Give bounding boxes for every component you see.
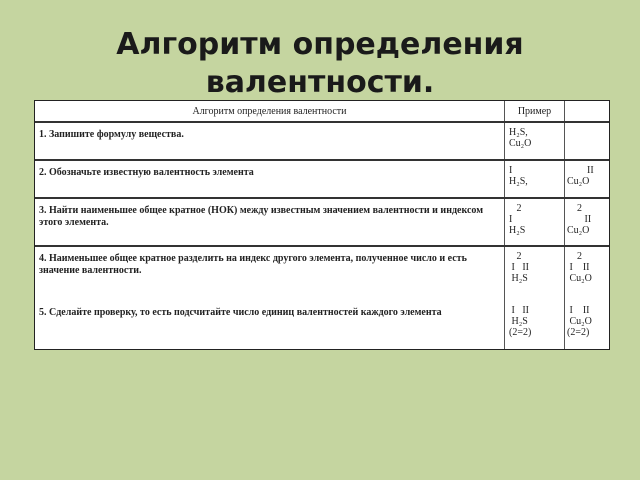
table-row xyxy=(35,161,609,199)
example-cell-2 xyxy=(565,199,609,245)
header-empty-cell xyxy=(565,101,609,121)
step-text: 3. Найти наименьшее общее кратное (НОК) между известным значением валентности и индексом этого элемента. xyxy=(35,199,505,245)
example-cell-1 xyxy=(505,199,565,245)
title-line-1: Алгоритм определения xyxy=(116,27,524,62)
example-cell-2 xyxy=(565,123,609,159)
example-line: I xyxy=(509,214,513,225)
example-line: Cu₂O xyxy=(567,176,590,187)
slide-title xyxy=(0,26,640,102)
example-line: Cu₂O xyxy=(509,138,532,149)
header-algorithm: Алгоритм определения валентности xyxy=(35,101,505,121)
example-cell-1 xyxy=(505,247,565,301)
header-example: Пример xyxy=(505,101,565,121)
example-line: H₂S xyxy=(509,316,528,327)
example-line: Cu₂O xyxy=(567,273,592,284)
step-text: 2. Обозначьте известную валентность элемента xyxy=(35,161,505,197)
example-line: II xyxy=(567,165,594,176)
table-row xyxy=(35,301,609,349)
table-row xyxy=(35,199,609,247)
step-text: 4. Наименьшее общее кратное разделить на индекс другого элемента, полученное число и есть значение валентности. xyxy=(35,247,505,301)
table-row xyxy=(35,247,609,301)
example-cell-2 xyxy=(565,247,609,301)
valence-algorithm-table xyxy=(34,100,610,350)
example-line: II xyxy=(567,214,592,225)
example-cell-1 xyxy=(505,301,565,349)
example-line: 2 xyxy=(567,251,582,262)
example-line: I II xyxy=(567,262,590,273)
step-text: 1. Запишите формулу вещества. xyxy=(35,123,505,159)
title-line-2: валентности. xyxy=(205,65,435,100)
step-text: 5. Сделайте проверку, то есть подсчитайте число единиц валентностей каждого элемента xyxy=(35,301,505,349)
example-line: 2 xyxy=(509,251,522,262)
example-line: I II xyxy=(567,305,590,316)
example-cell-1 xyxy=(505,161,565,197)
example-line: I II xyxy=(509,305,529,316)
example-line: (2=2) xyxy=(567,327,590,338)
example-line: Cu₂O xyxy=(567,316,592,327)
example-cell-1 xyxy=(505,123,565,159)
example-line: I xyxy=(509,165,513,176)
example-line: 2 xyxy=(509,203,522,214)
example-line: H₂S xyxy=(509,273,528,284)
example-cell-2 xyxy=(565,301,609,349)
example-line: I II xyxy=(509,262,529,273)
example-line: H₂S, xyxy=(509,127,528,138)
table-header-row xyxy=(35,101,609,123)
table-row xyxy=(35,123,609,161)
example-line: (2=2) xyxy=(509,327,532,338)
example-line: H₂S xyxy=(509,225,526,236)
example-cell-2 xyxy=(565,161,609,197)
example-line: H₂S, xyxy=(509,176,528,187)
example-line: Cu₂O xyxy=(567,225,590,236)
example-line: 2 xyxy=(567,203,582,214)
